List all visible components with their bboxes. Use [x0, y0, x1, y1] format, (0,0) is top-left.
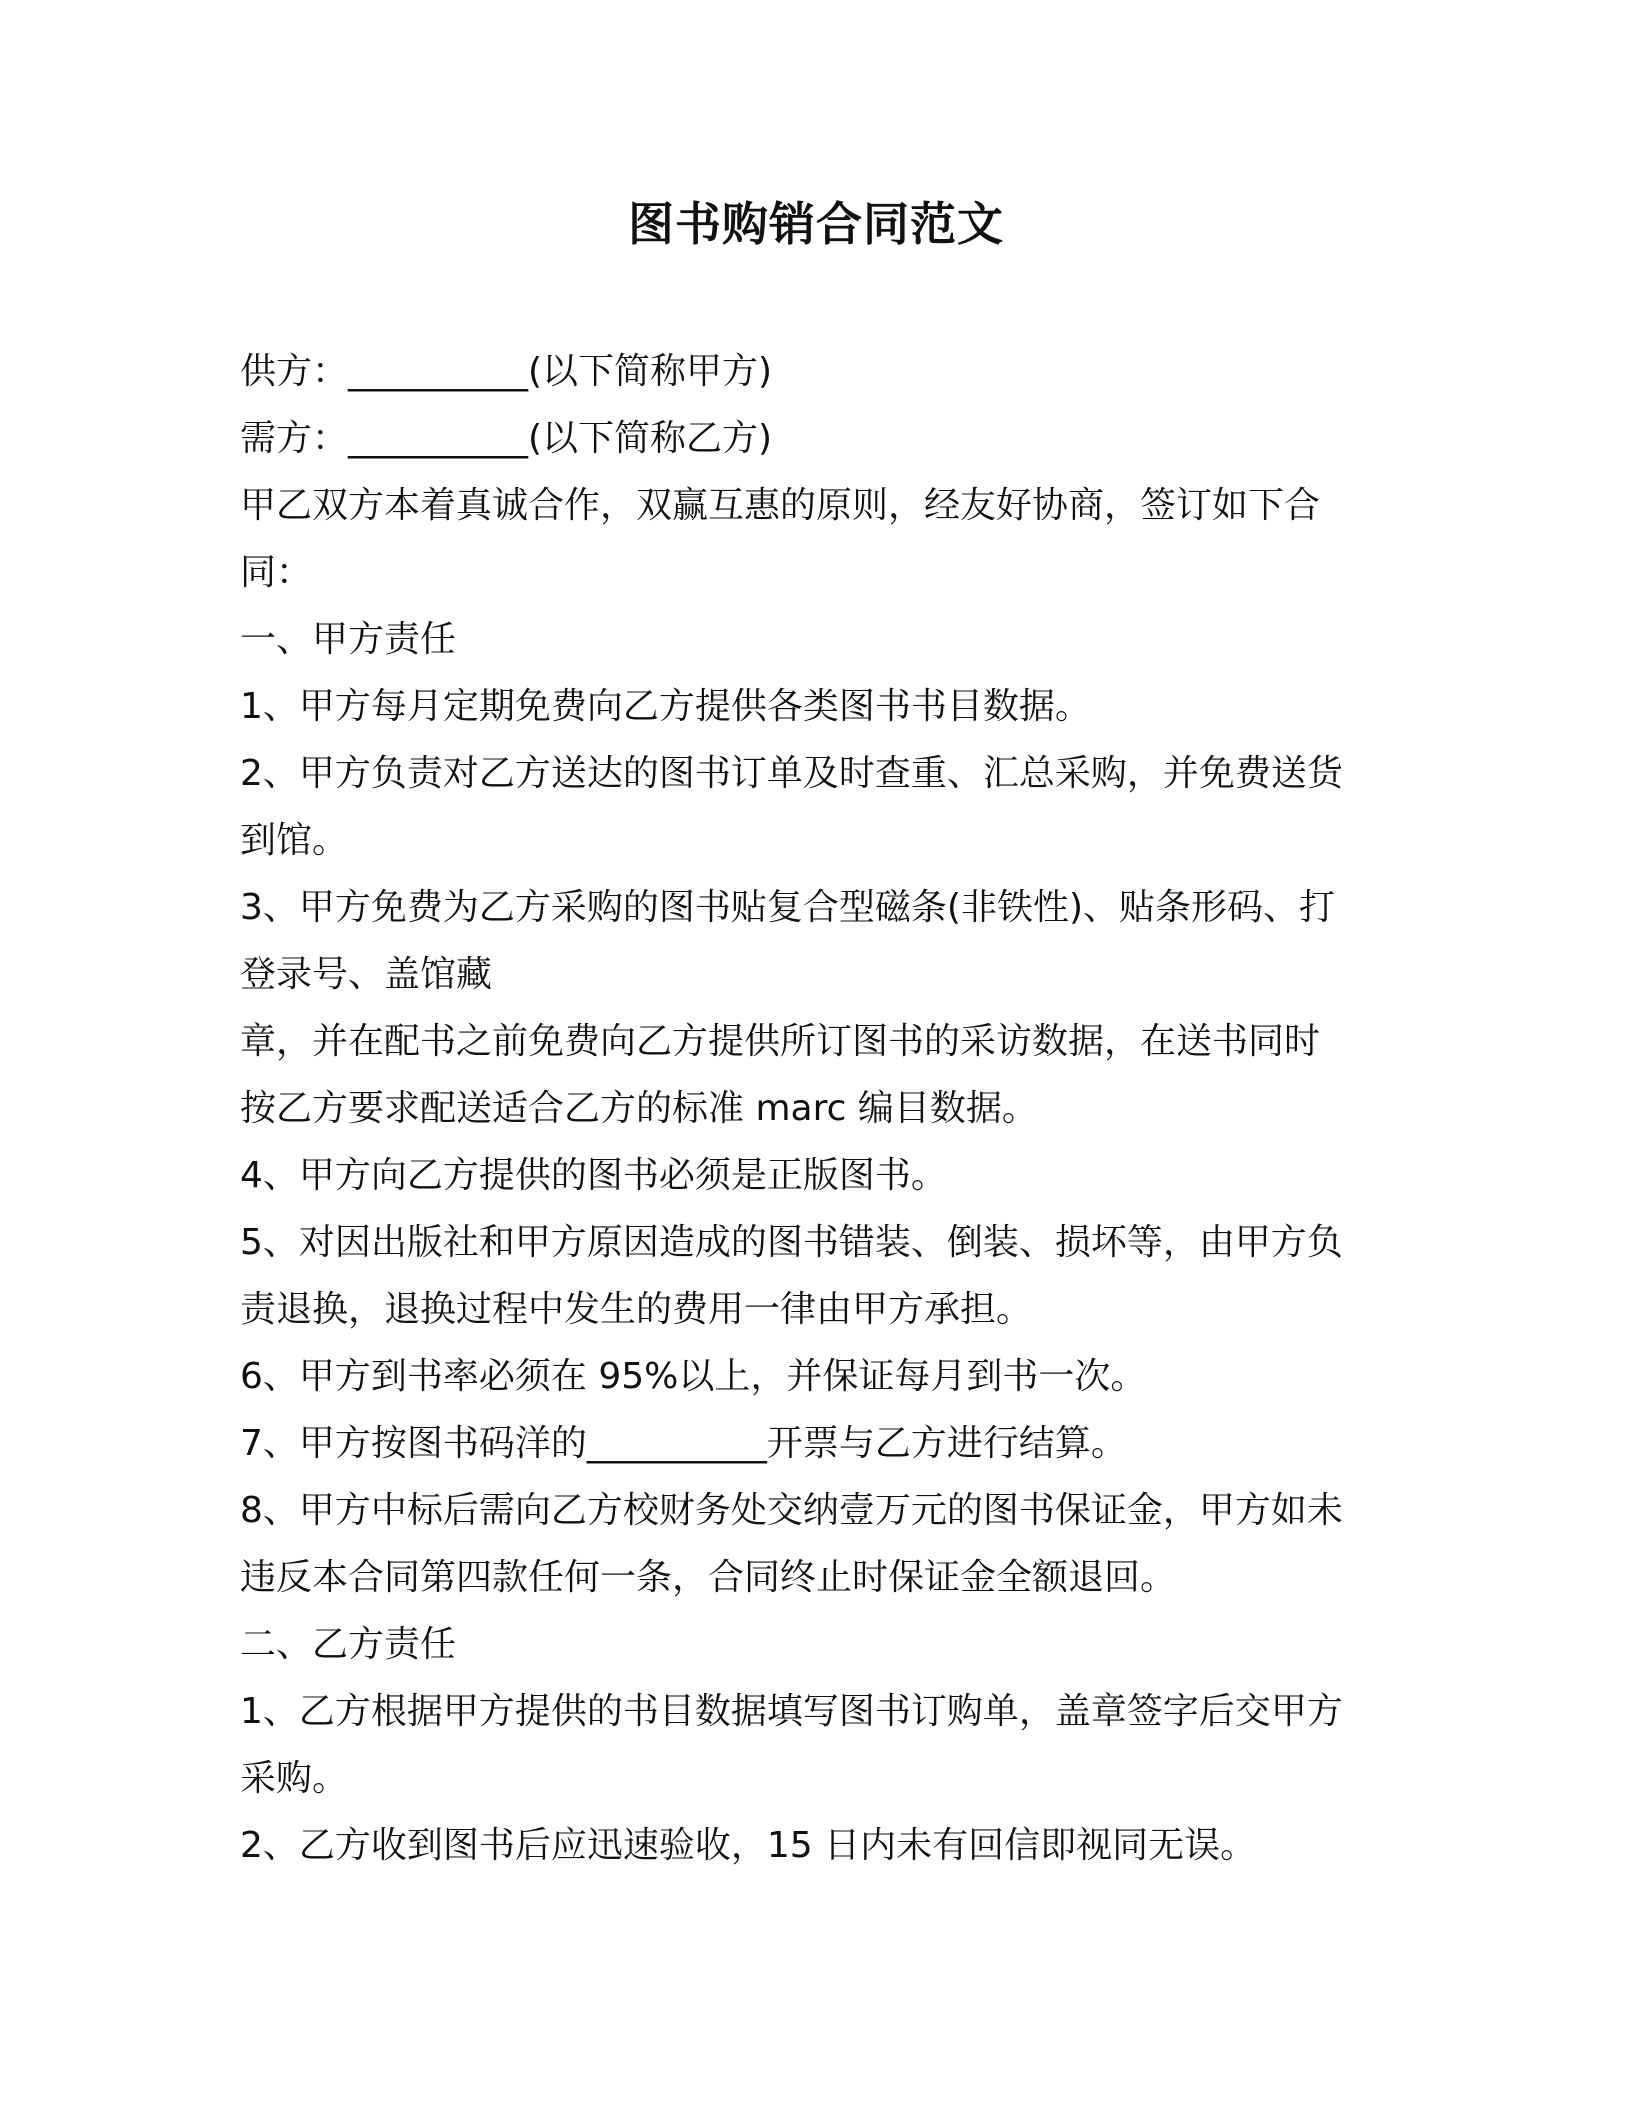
- clause-line: 6、甲方到书率必须在 95%以上，并保证每月到书一次。: [240, 1356, 1147, 1397]
- clause-line: 5、对因出版社和甲方原因造成的图书错装、倒装、损坏等，由甲方负: [240, 1222, 1343, 1263]
- clause-line: 登录号、盖馆藏: [240, 954, 493, 995]
- document-title: 图书购销合同范文: [628, 197, 1004, 251]
- section-heading: 二、乙方责任: [240, 1624, 457, 1665]
- clause-line: 到馆。: [240, 820, 349, 861]
- clause-line: 采购。: [240, 1758, 349, 1799]
- preamble-line: 甲乙双方本着真诚合作，双赢互惠的原则，经友好协商，签订如下合: [240, 485, 1321, 526]
- clause-line: 2、甲方负责对乙方送达的图书订单及时查重、汇总采购，并免费送货: [240, 753, 1343, 794]
- clause-line: 责退换，退换过程中发生的费用一律由甲方承担。: [240, 1289, 1033, 1330]
- clause-line: 4、甲方向乙方提供的图书必须是正版图书。: [240, 1155, 947, 1196]
- section-heading: 一、甲方责任: [240, 619, 457, 660]
- clause-line: 2、乙方收到图书后应迅速验收，15 日内未有回信即视同无误。: [240, 1825, 1257, 1866]
- clause-line: 8、甲方中标后需向乙方校财务处交纳壹万元的图书保证金，甲方如未: [240, 1490, 1343, 1531]
- clause-line: 违反本合同第四款任何一条，合同终止时保证金全额退回。: [240, 1557, 1177, 1598]
- document-body: [240, 338, 1380, 1879]
- clause-line: 7、甲方按图书码洋的__________开票与乙方进行结算。: [240, 1423, 1127, 1464]
- buyer-line: 需方：__________(以下简称乙方): [240, 418, 773, 459]
- clause-line: 按乙方要求配送适合乙方的标准 marc 编目数据。: [240, 1088, 1038, 1129]
- clause-line: 1、乙方根据甲方提供的书目数据填写图书订购单，盖章签字后交甲方: [240, 1691, 1343, 1732]
- supplier-line: 供方：__________(以下简称甲方): [240, 351, 773, 392]
- clause-line: 1、甲方每月定期免费向乙方提供各类图书书目数据。: [240, 686, 1091, 727]
- clause-line: 3、甲方免费为乙方采购的图书贴复合型磁条(非铁性)、贴条形码、打: [240, 887, 1335, 928]
- preamble-line: 同：: [240, 552, 313, 593]
- clause-line: 章，并在配书之前免费向乙方提供所订图书的采访数据，在送书同时: [240, 1021, 1321, 1062]
